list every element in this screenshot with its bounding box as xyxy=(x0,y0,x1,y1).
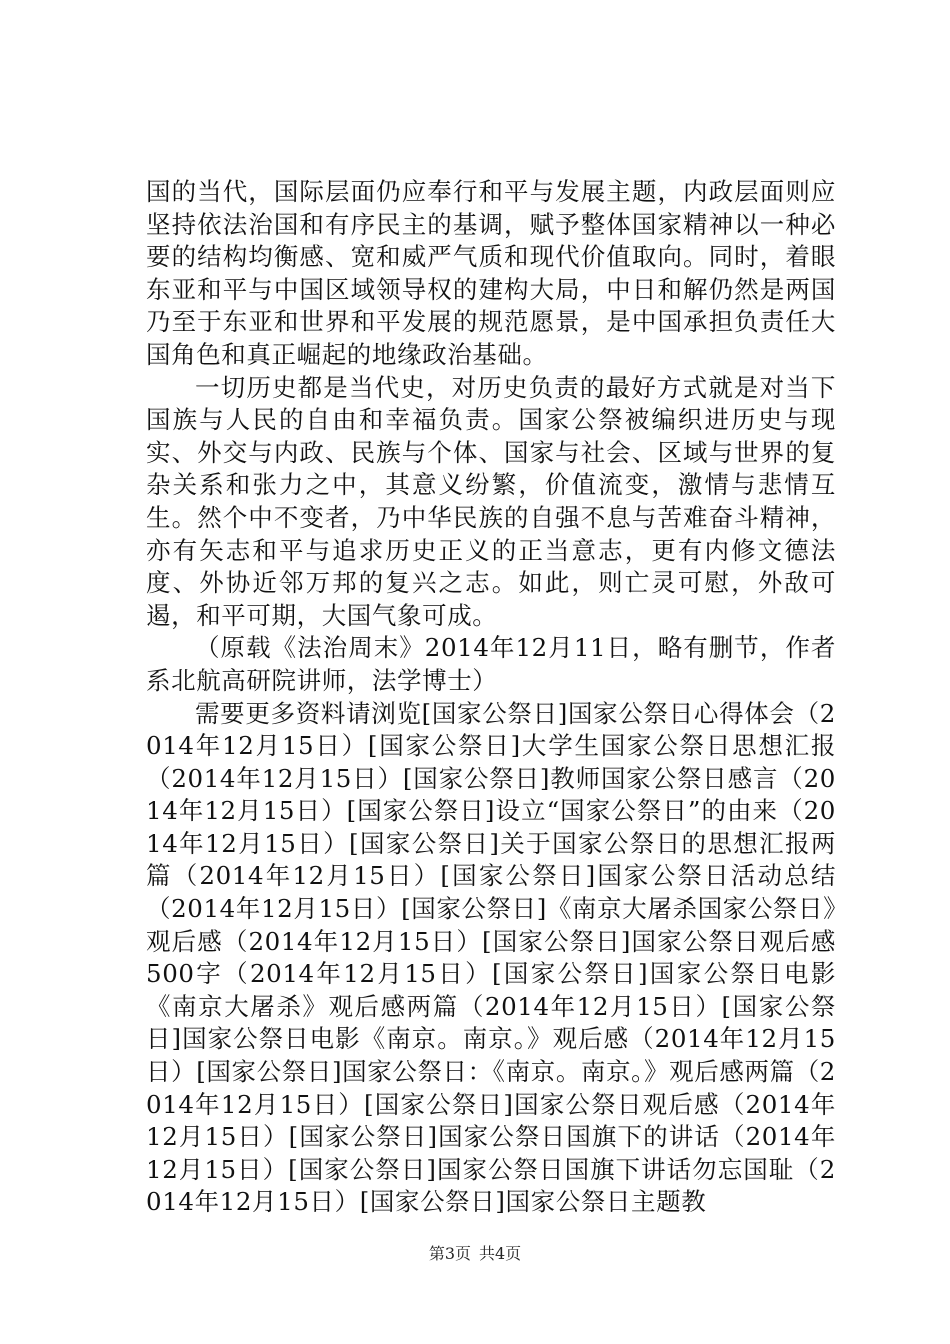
document-body xyxy=(146,176,836,1219)
paragraph-more-resources: 需要更多资料请浏览[国家公祭日]国家公祭日心得体会（2014年12月15日）[国家公祭日]大学生国家公祭日思想汇报（2014年12月15日）[国家公祭日]教师国家公祭日感言（2014年12月15日）[国家公祭日]设立“国家公祭日”的由来（2014年12月15日）[国家公祭日]关于国家公祭日的思想汇报两篇（2014年12月15日）[国家公祭日]国家公祭日活动总结（2014年12月15日）[国家公祭日]《南京大屠杀国家公祭日》观后感（2014年12月15日）[国家公祭日]国家公祭日观后感500字（2014年12月15日）[国家公祭日]国家公祭日电影《南京大屠杀》观后感两篇（2014年12月15日）[国家公祭日]国家公祭日电影《南京。南京。》观后感（2014年12月15日）[国家公祭日]国家公祭日：《南京。南京。》观后感两篇（2014年12月15日）[国家公祭日]国家公祭日观后感（2014年12月15日）[国家公祭日]国家公祭日国旗下的讲话（2014年12月15日）[国家公祭日]国家公祭日国旗下讲话勿忘国耻（2014年12月15日）[国家公祭日]国家公祭日主题教 xyxy=(146,698,836,1217)
paragraph-history: 一切历史都是当代史，对历史负责的最好方式就是对当下国族与人民的自由和幸福负责。国家公祭被编织进历史与现实、外交与内政、民族与个体、国家与社会、区域与世界的复杂关系和张力之中，其意义纷繁，价值流变，激情与悲情互生。然个中不变者，乃中华民族的自强不息与苦难奋斗精神，亦有矢志和平与追求历史正义的正当意志，更有内修文德法度、外协近邻万邦的复兴之志。如此，则亡灵可慰，外敌可遏，和平可期，大国气象可成。 xyxy=(146,372,836,630)
page-number: 第3页 xyxy=(428,1244,471,1263)
page-total: 共4页 xyxy=(479,1244,522,1263)
paragraph-continued: 国的当代，国际层面仍应奉行和平与发展主题，内政层面则应坚持依法治国和有序民主的基调，赋予整体国家精神以一种必要的结构均衡感、宽和威严气质和现代价值取向。同时，着眼东亚和平与中国区域领导权的建构大局，中日和解仍然是两国乃至于东亚和世界和平发展的规范愿景，是中国承担负责任大国角色和真正崛起的地缘政治基础。 xyxy=(146,177,836,369)
page-footer xyxy=(0,1244,950,1264)
paragraph-source-note: （原载《法治周末》2014年12月11日，略有删节，作者系北航高研院讲师，法学博士） xyxy=(146,633,836,695)
